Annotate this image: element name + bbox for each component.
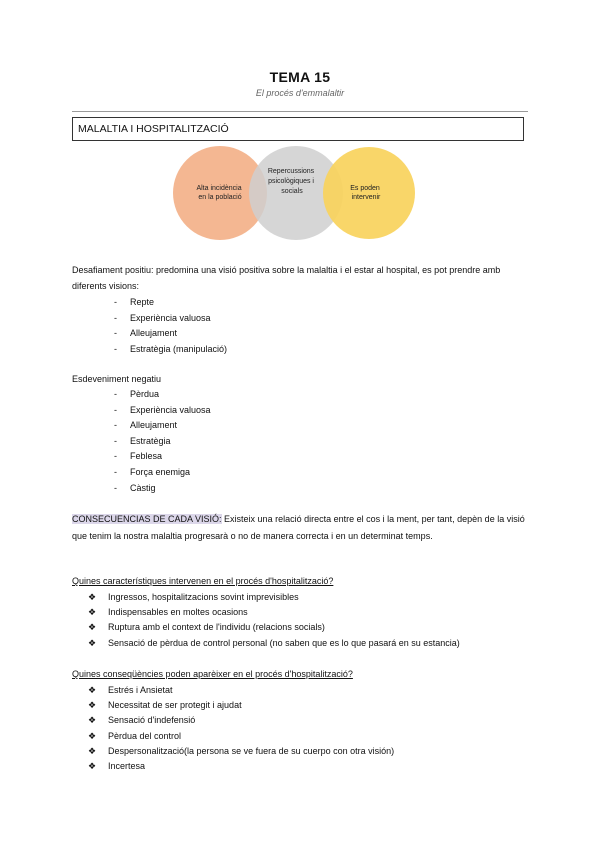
venn-label-intervention: Es poden intervenir: [350, 185, 381, 201]
list-item: - Repte: [114, 297, 155, 307]
positive-intro: Desafiament positiu: predomina una visió positiva sobre la malaltia i el estar al hospital, es pot prendre amb diferents visions:: [72, 265, 501, 291]
header-divider: [72, 111, 528, 112]
section-title: MALALTIA I HOSPITALITZACIÓ: [72, 117, 524, 141]
venn-label-incidence: Alta incidència en la població: [196, 185, 242, 201]
page-title: TEMA 15: [269, 69, 331, 85]
venn-label-repercussions: Repercussions psicològiques i socials: [267, 168, 315, 195]
effects-list: [72, 683, 532, 774]
negative-intro: Esdeveniment negatiu: [72, 374, 162, 384]
list-item: ❖ Indispensables en moltes ocasions: [72, 605, 532, 620]
list-item: ❖ Ingressos, hospitalitzacions sovint imprevisibles: [72, 590, 532, 605]
characteristics-list: [72, 590, 532, 651]
list-item: ❖ Necessitat de ser protegit i ajudat: [72, 698, 532, 713]
list-item: - Estratègia (manipulació): [114, 343, 228, 354]
diamond-bullet-icon: ❖: [88, 622, 97, 633]
list-item: ❖ Ruptura amb el context de l'individu (relacions socials): [72, 620, 532, 635]
diamond-bullet-icon: ❖: [88, 730, 97, 741]
list-item: ❖ Estrés i Ansietat: [72, 683, 532, 698]
effects-question: Quines conseqüències poden aparèixer en el procés d'hospitalització?: [72, 669, 353, 679]
negative-list: [72, 387, 532, 496]
positive-list: [72, 295, 532, 357]
diamond-bullet-icon: ❖: [88, 745, 97, 756]
diamond-bullet-icon: ❖: [88, 700, 97, 711]
consequences-label: CONSECUENCIAS DE CADA VISIÓ:: [72, 514, 222, 524]
diamond-bullet-icon: ❖: [88, 685, 97, 695]
list-item: ❖ Sensació d'indefensió: [72, 713, 532, 728]
list-item: - Feblesa: [114, 451, 163, 462]
list-item: ❖ Incertesa: [72, 759, 532, 774]
diamond-bullet-icon: ❖: [88, 607, 97, 618]
venn-circle-intervention: [323, 147, 415, 239]
list-item: ❖ Sensació de pèrdua de control personal (no saben que es lo que pasará en su estancia): [72, 636, 532, 651]
list-item: - Càstig: [114, 482, 156, 493]
list-item: - Alleujament: [114, 420, 178, 431]
list-item: - Pèrdua: [114, 389, 160, 399]
diamond-bullet-icon: ❖: [88, 592, 97, 602]
list-item: - Alleujament: [114, 328, 178, 339]
list-item: ❖ Pèrdua del control: [72, 729, 532, 744]
page-subtitle: El procés d'emmalaltir: [255, 88, 345, 98]
list-item: - Força enemiga: [114, 466, 191, 477]
diamond-bullet-icon: ❖: [88, 760, 97, 771]
list-item: ❖ Despersonalització(la persona se ve fuera de su cuerpo con otra visión): [72, 744, 532, 759]
diamond-bullet-icon: ❖: [88, 715, 97, 726]
venn-diagram: [170, 143, 420, 243]
characteristics-question: Quines característiques intervenen en el procés d'hospitalització?: [72, 576, 334, 586]
consequences-text: Existeix una relació directa entre el cos i la ment, per tant, depèn de la visió que tenim la nostra malaltia progresarà o no de manera correcta i en un determinat temps.: [72, 514, 525, 541]
diamond-bullet-icon: ❖: [88, 637, 97, 648]
consequences-paragraph: [72, 511, 532, 545]
list-item: - Experiència valuosa: [114, 404, 211, 415]
list-item: - Estratègia: [114, 435, 171, 446]
list-item: - Experiència valuosa: [114, 312, 211, 323]
